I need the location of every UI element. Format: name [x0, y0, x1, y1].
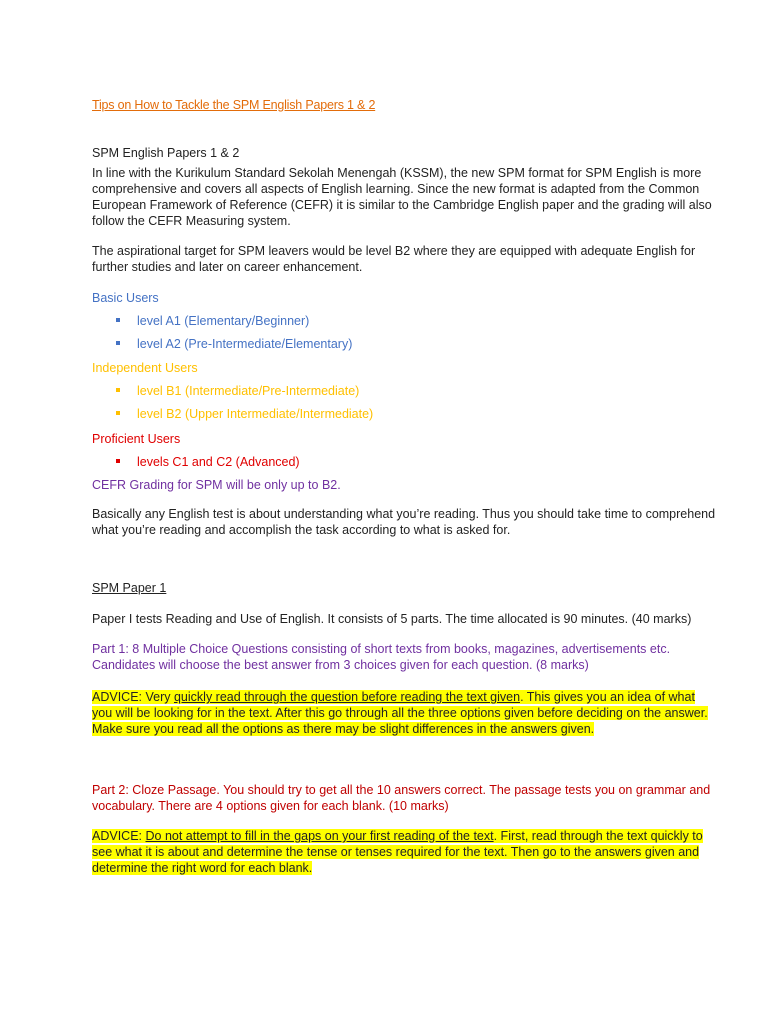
list-item: levels C1 and C2 (Advanced) [116, 454, 300, 470]
independent-users-heading: Independent Users [92, 361, 198, 375]
bullet-icon [116, 411, 120, 415]
paragraph-line: what you’re reading and accomplish the task according to what is asked for. [92, 523, 511, 537]
paragraph-line: further studies and later on career enhancement. [92, 260, 363, 274]
advice2-line: see what it is about and determine the tense or tenses required for the text. Then go to the answers given and [92, 845, 700, 859]
advice1-line: Make sure you read all the options as there may be slight differences in the answers given. [92, 722, 595, 736]
part2-line: vocabulary. There are 4 options given for each blank. (10 marks) [92, 799, 449, 813]
list-item: level B1 (Intermediate/Pre-Intermediate) [116, 383, 359, 399]
paragraph-line: The aspirational target for SPM leavers would be level B2 where they are equipped with adequate English for [92, 244, 696, 258]
bullet-icon [116, 341, 120, 345]
list-item: level B2 (Upper Intermediate/Intermediate) [116, 406, 373, 422]
advice2-line: ADVICE: Do not attempt to fill in the gaps on your first reading of the text. First, read through the text quickly to [92, 829, 703, 843]
proficient-users-heading: Proficient Users [92, 432, 181, 446]
list-item: level A2 (Pre-Intermediate/Elementary) [116, 336, 352, 352]
bullet-icon [116, 388, 120, 392]
advice1-line: ADVICE: Very quickly read through the question before reading the text given. This gives you an idea of what [92, 690, 695, 704]
bullet-icon [116, 459, 120, 463]
section-heading: SPM English Papers 1 & 2 [92, 146, 240, 160]
paragraph-line: follow the CEFR Measuring system. [92, 214, 291, 228]
paragraph-line: comprehensive and covers all aspects of English learning. Since the new format is adapted from the Common [92, 182, 700, 196]
paragraph-line: In line with the Kurikulum Standard Sekolah Menengah (KSSM), the new SPM format for SPM English is more [92, 166, 702, 180]
document-title: Tips on How to Tackle the SPM English Papers 1 & 2 [92, 98, 376, 112]
part1-line: Part 1: 8 Multiple Choice Questions consisting of short texts from books, magazines, advertisements etc. [92, 642, 671, 656]
cefr-note: CEFR Grading for SPM will be only up to B2. [92, 478, 341, 492]
paper1-intro: Paper I tests Reading and Use of English. It consists of 5 parts. The time allocated is 90 minutes. (40 marks) [92, 612, 692, 626]
part2-line: Part 2: Cloze Passage. You should try to get all the 10 answers correct. The passage tests you on grammar and [92, 783, 711, 797]
list-item: level A1 (Elementary/Beginner) [116, 313, 309, 329]
paper1-heading: SPM Paper 1 [92, 581, 167, 595]
paragraph-line: Basically any English test is about understanding what you’re reading. Thus you should take time to comprehend [92, 507, 716, 521]
basic-users-heading: Basic Users [92, 291, 159, 305]
advice1-line: you will be looking for in the text. After this go through all the three options given before deciding on the answer. [92, 706, 708, 720]
advice2-line: determine the right word for each blank. [92, 861, 313, 875]
bullet-icon [116, 318, 120, 322]
part1-line: Candidates will choose the best answer from 3 choices given for each question. (8 marks) [92, 658, 589, 672]
paragraph-line: European Framework of Reference (CEFR) it is similar to the Cambridge English paper and the grading will also [92, 198, 712, 212]
